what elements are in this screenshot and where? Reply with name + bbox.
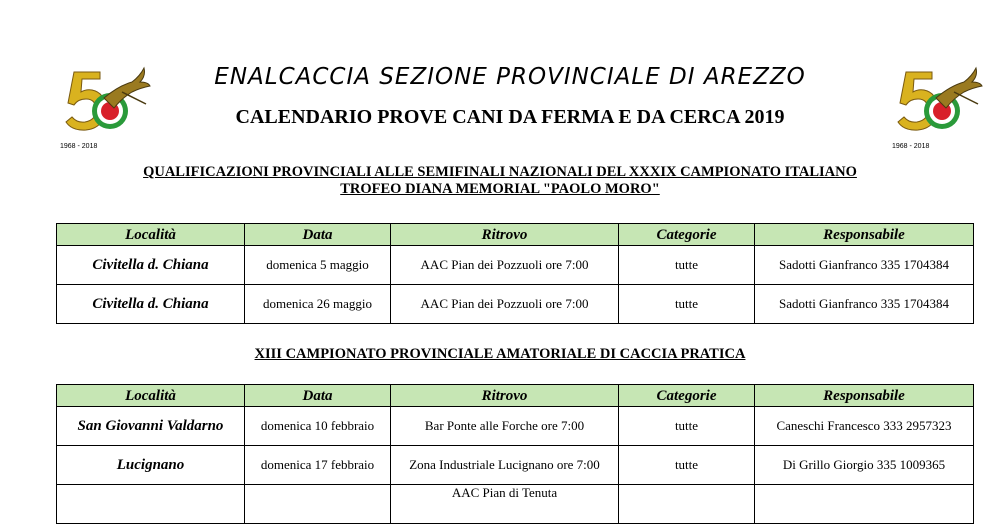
cell-data (245, 485, 391, 524)
column-header-localita: Località (57, 385, 245, 407)
cell-responsabile: Di Grillo Giorgio 335 1009365 (755, 446, 974, 485)
column-header-data: Data (245, 224, 391, 246)
cell-categorie: tutte (619, 446, 755, 485)
column-header-responsabile: Responsabile (755, 224, 974, 246)
logo-years-label: 1968 - 2018 (60, 143, 98, 150)
table-row (57, 407, 974, 446)
cell-ritrovo: Zona Industriale Lucignano ore 7:00 (391, 446, 619, 485)
calendar-title: CALENDARIO PROVE CANI DA FERMA E DA CERCA 2019 (235, 106, 785, 128)
logo-right (892, 62, 984, 154)
section2-title: XIII CAMPIONATO PROVINCIALE AMATORIALE DI CACCIA PRATICA (254, 346, 746, 362)
column-header-data: Data (245, 385, 391, 407)
cell-responsabile (755, 485, 974, 524)
column-header-localita: Località (57, 224, 245, 246)
table-header-row (57, 224, 974, 246)
column-header-ritrovo: Ritrovo (391, 385, 619, 407)
cell-categorie (619, 485, 755, 524)
column-header-categorie: Categorie (619, 224, 755, 246)
organization-title: ENALCACCIA SEZIONE PROVINCIALE DI AREZZO (214, 64, 806, 90)
logo-years-label: 1968 - 2018 (892, 143, 930, 150)
cell-ritrovo: AAC Pian dei Pozzuoli ore 7:00 (391, 246, 619, 285)
cell-data: domenica 10 febbraio (245, 407, 391, 446)
cell-responsabile: Sadotti Gianfranco 335 1704384 (755, 285, 974, 324)
table-row (57, 285, 974, 324)
section2-table (56, 384, 974, 524)
section1-title-line2: TROFEO DIANA MEMORIAL "PAOLO MORO" (340, 181, 660, 197)
anniversary-50-logo-icon (60, 62, 152, 142)
section1-title (40, 164, 960, 198)
logo-left (60, 62, 152, 154)
cell-categorie: tutte (619, 407, 755, 446)
cell-localita: Lucignano (57, 446, 245, 485)
table-header-row (57, 385, 974, 407)
cell-data: domenica 17 febbraio (245, 446, 391, 485)
cell-data: domenica 26 maggio (245, 285, 391, 324)
column-header-categorie: Categorie (619, 385, 755, 407)
cell-responsabile: Sadotti Gianfranco 335 1704384 (755, 246, 974, 285)
cell-data: domenica 5 maggio (245, 246, 391, 285)
cell-ritrovo: Bar Ponte alle Forche ore 7:00 (391, 407, 619, 446)
section1-table (56, 223, 974, 324)
cell-categorie: tutte (619, 285, 755, 324)
section1-title-line1: QUALIFICAZIONI PROVINCIALI ALLE SEMIFINALI NAZIONALI DEL XXXIX CAMPIONATO ITALIANO (143, 164, 857, 180)
anniversary-50-logo-icon (892, 62, 984, 142)
table-row (57, 485, 974, 524)
cell-localita: Civitella d. Chiana (57, 246, 245, 285)
cell-ritrovo: AAC Pian di Tenuta (391, 485, 619, 524)
cell-ritrovo: AAC Pian dei Pozzuoli ore 7:00 (391, 285, 619, 324)
cell-localita: Civitella d. Chiana (57, 285, 245, 324)
cell-responsabile: Caneschi Francesco 333 2957323 (755, 407, 974, 446)
table-row (57, 446, 974, 485)
cell-categorie: tutte (619, 246, 755, 285)
column-header-responsabile: Responsabile (755, 385, 974, 407)
cell-localita: San Giovanni Valdarno (57, 407, 245, 446)
table-row (57, 246, 974, 285)
cell-localita (57, 485, 245, 524)
column-header-ritrovo: Ritrovo (391, 224, 619, 246)
